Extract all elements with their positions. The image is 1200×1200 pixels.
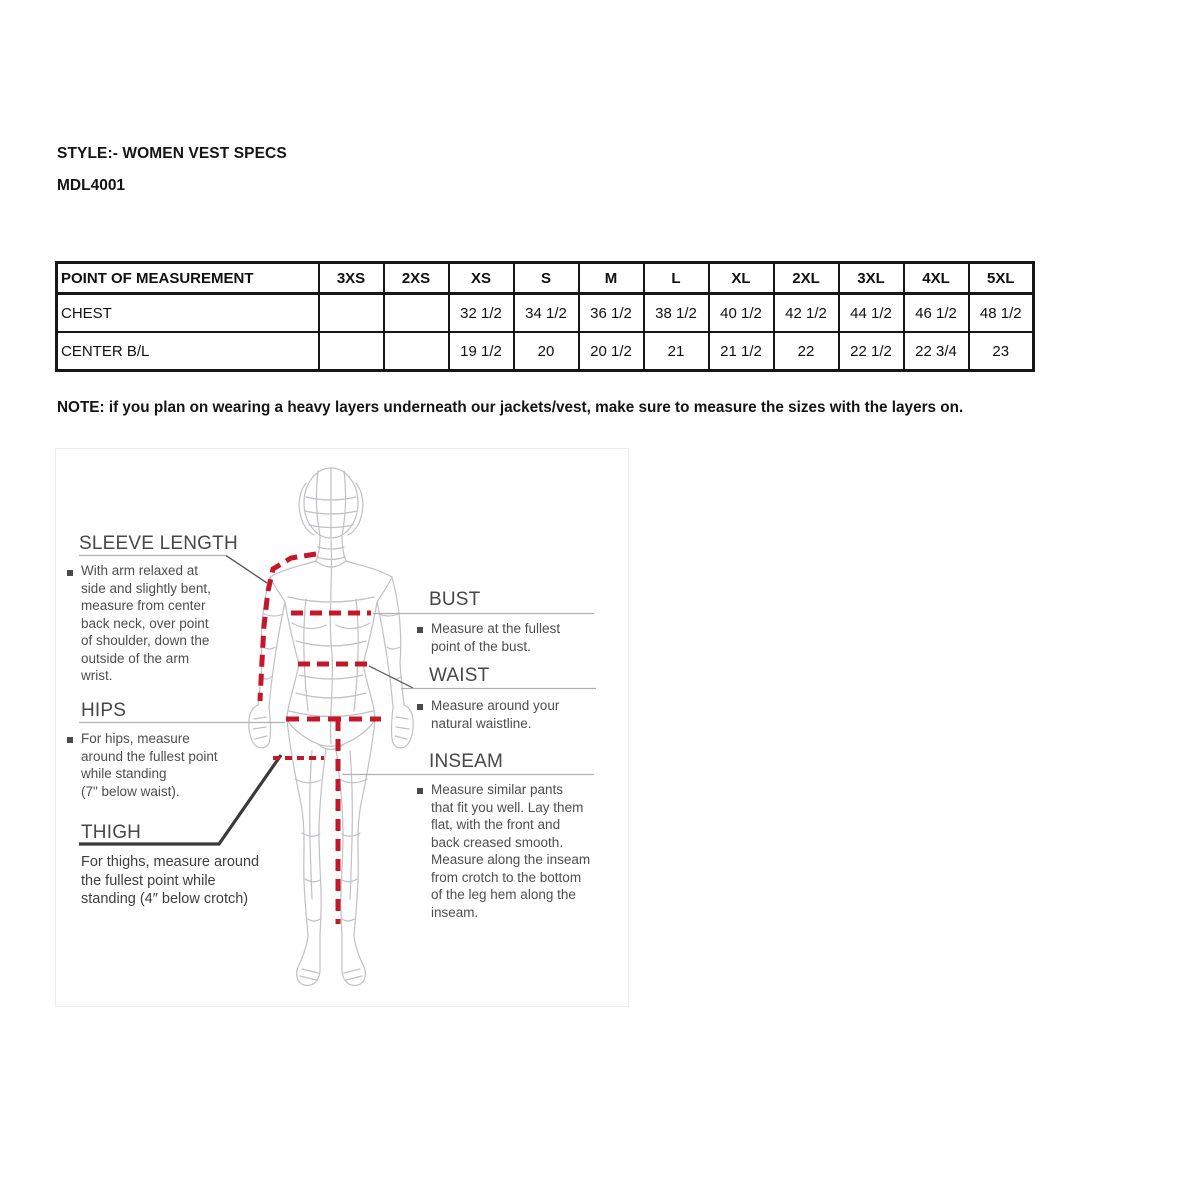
model-code: MDL4001 xyxy=(57,177,126,194)
table-header-row xyxy=(57,263,1034,294)
cell xyxy=(319,332,384,371)
cell xyxy=(384,294,449,333)
text-line: around the fullest point xyxy=(81,748,218,764)
cell: 19 1/2 xyxy=(449,332,514,371)
body-wireframe xyxy=(249,468,413,985)
cell: 46 1/2 xyxy=(904,294,969,333)
text-line: Measure similar pants xyxy=(431,782,564,797)
measurement-diagram xyxy=(55,448,629,1007)
text-line: For hips, measure xyxy=(81,731,190,746)
text-line: the fullest point while xyxy=(81,872,216,889)
table-row-chest xyxy=(57,294,1034,333)
cell: 44 1/2 xyxy=(839,294,904,333)
text-line: side and slightly bent, xyxy=(81,580,211,596)
sleeve-length-heading: SLEEVE LENGTH xyxy=(79,533,238,554)
cell: 22 1/2 xyxy=(839,332,904,371)
text-line: outside of the arm xyxy=(81,650,190,666)
cell: 40 1/2 xyxy=(709,294,774,333)
text-line: wrist. xyxy=(81,668,113,683)
text-line: of the leg hem along the xyxy=(431,887,576,902)
bullet-icon xyxy=(67,737,73,743)
table-row-center-bl xyxy=(57,332,1034,371)
sleeve-length-description xyxy=(81,562,211,685)
cell: 34 1/2 xyxy=(514,294,579,333)
col-header-l: L xyxy=(644,263,709,294)
cell: 20 1/2 xyxy=(579,332,644,371)
row-label-chest: CHEST xyxy=(57,294,319,333)
col-header-3xs: 3XS xyxy=(319,263,384,294)
waist-heading: WAIST xyxy=(429,665,490,686)
text-line: back creased smooth. xyxy=(431,834,564,850)
cell: 22 xyxy=(774,332,839,371)
cell: 20 xyxy=(514,332,579,371)
cell: 48 1/2 xyxy=(969,294,1034,333)
bullet-icon xyxy=(417,704,423,710)
text-line: For thighs, measure around xyxy=(81,854,260,870)
text-line: natural waistline. xyxy=(431,715,532,731)
note-text: NOTE: if you plan on wearing a heavy layers underneath our jackets/vest, make sure to measure the sizes with the layers on. xyxy=(57,399,964,416)
bust-description xyxy=(431,620,560,655)
thigh-description xyxy=(81,853,259,909)
cell: 22 3/4 xyxy=(904,332,969,371)
cell: 42 1/2 xyxy=(774,294,839,333)
text-line: of shoulder, down the xyxy=(81,633,210,648)
col-header-xs: XS xyxy=(449,263,514,294)
col-header-2xs: 2XS xyxy=(384,263,449,294)
cell: 23 xyxy=(969,332,1034,371)
text-line: while standing xyxy=(81,766,167,781)
cell: 21 1/2 xyxy=(709,332,774,371)
text-line: back neck, over point xyxy=(81,615,209,631)
sleeve-leader-line xyxy=(226,556,267,584)
bullet-icon xyxy=(417,788,423,794)
bullet-icon xyxy=(417,627,423,633)
col-header-point-of-measurement: POINT OF MEASUREMENT xyxy=(57,263,319,294)
cell: 36 1/2 xyxy=(579,294,644,333)
inseam-heading: INSEAM xyxy=(429,751,504,772)
col-header-5xl: 5XL xyxy=(969,263,1034,294)
cell: 38 1/2 xyxy=(644,294,709,333)
text-line: from crotch to the bottom xyxy=(431,869,582,885)
waist-description xyxy=(431,697,559,732)
text-line: measure from center xyxy=(81,598,206,613)
text-line: point of the bust. xyxy=(431,638,531,654)
cell: 21 xyxy=(644,332,709,371)
text-line: inseam. xyxy=(431,904,479,920)
text-line: Measure at the fullest xyxy=(431,621,561,636)
inseam-description xyxy=(431,781,590,921)
text-line: Measure along the inseam xyxy=(431,852,591,867)
thigh-heading: THIGH xyxy=(81,822,142,843)
text-line: flat, with the front and xyxy=(431,817,561,832)
text-line: that fit you well. Lay them xyxy=(431,799,584,815)
bust-heading: BUST xyxy=(429,589,481,610)
bullet-icon xyxy=(67,570,73,576)
text-line: With arm relaxed at xyxy=(81,563,199,578)
cell xyxy=(319,294,384,333)
text-line: Measure around your xyxy=(431,698,560,713)
text-line: standing (4″ below crotch) xyxy=(81,891,249,907)
col-header-3xl: 3XL xyxy=(839,263,904,294)
col-header-s: S xyxy=(514,263,579,294)
col-header-2xl: 2XL xyxy=(774,263,839,294)
col-header-m: M xyxy=(579,263,644,294)
page-title: STYLE:- WOMEN VEST SPECS xyxy=(57,145,287,162)
text-line: (7" below waist). xyxy=(81,783,180,799)
cell: 32 1/2 xyxy=(449,294,514,333)
hips-description xyxy=(81,730,218,800)
hips-heading: HIPS xyxy=(81,700,127,721)
size-table xyxy=(55,261,1035,372)
col-header-4xl: 4XL xyxy=(904,263,969,294)
row-label-center-bl: CENTER B/L xyxy=(57,332,319,371)
col-header-xl: XL xyxy=(709,263,774,294)
cell xyxy=(384,332,449,371)
